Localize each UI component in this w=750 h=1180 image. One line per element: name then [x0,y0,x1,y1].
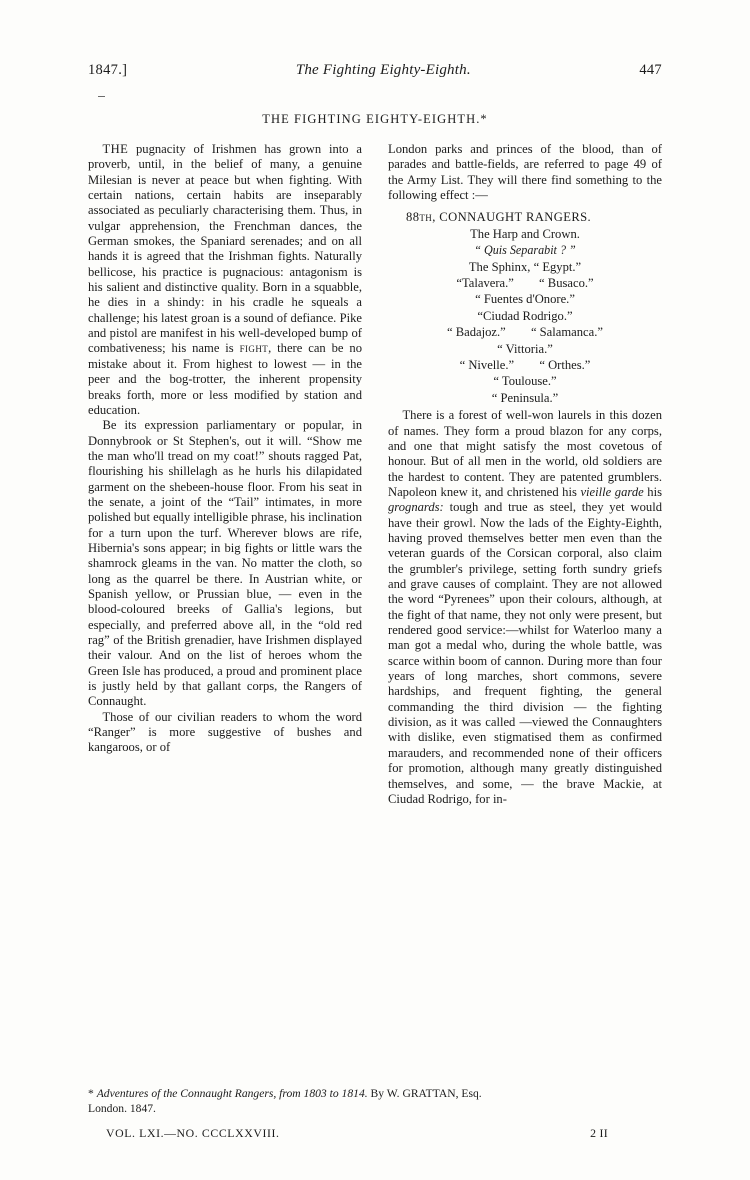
paragraph: There is a forest of well-won laurels in this dozen of names. They form a proud blazon for any corps, and one that might satisfy the most covetous of honour. But of all men in the world, old soldiers are the hardest to content. They are patented grumblers. Napoleon knew it, and christened his vieille garde his grognards: tough and true as steel, they yet would have their growl. Now the lads of the Eighty-Eighth, having proved themselves better men even than the veteran guards of the Corsican corporal, also claim the grumbler's privilege, setting forth sundry griefs and grave causes of complaint. They are not allowed the word “Pyrenees” upon their colours, although, at the fight of that name, they not only were present, but rendered good service:—whilst for Waterloo many a man got a medal who, during the whole battle, was scarce within boom of cannon. During more than four years of long marches, short commons, severe hardships, and frequent fighting, the general commanding the third division — the fighting division, as it was called —viewed the Connaughters with dislike, even stigmatised them as confirmed marauders, and recommended none of their officers for promotion, although many greatly distinguished themselves, and some, — the brave Mackie, at Ciudad Rodrigo, for in- [388,408,662,806]
footnote-title: Adventures of the Connaught Rangers, from 1803 to 1814. [96,1087,368,1100]
honours-battle-line: “ Fuentes d'Onore.” [475,292,575,307]
article-title: THE FIGHTING EIGHTY-EIGHTH.* [262,112,488,126]
battle-honours-block [388,209,662,406]
footnote-imprint: London. 1847. [88,1102,156,1115]
honours-motto: “ Quis Separabit ? ” [474,243,576,258]
colophon [88,1126,662,1141]
volume-number: VOL. LXI.—NO. CCCLXXVIII. [106,1126,280,1140]
honours-crest: The Harp and Crown. [470,226,580,241]
footnote-author: By W. GRATTAN, Esq. [370,1087,482,1100]
honours-battle-line: “ Badajoz.” “ Salamanca.” [447,325,603,340]
body-columns [88,142,662,807]
honours-battle-line: “ Vittoria.” [497,341,553,356]
running-head-page-number: 447 [639,62,662,78]
paragraph: Be its expression parliamentary or popular, in Donnybrook or St Stephen's, out it will. “Show me the man who'll tread on my coat!” shouts ragged Pat, flourishing his shillelagh as he hurls his dilapidated garment on the shebeen-house floor. From his seat in the senate, a joint of the “Tail” intimates, in more polished but equally intelligible phrase, his inclination for a turn upon the turf. Wherever blows are rife, Hibernia's sons appear; in big fights or little wars the shamrock gleams in the van. No matter the cloth, so long as the quarrel be there. In Austrian white, or Spanish yellow, or Prussian blue, — even in the blood-coloured breeks of Gallia's legions, but especially, and preferred above all, in the “old red rag” of the British grenadier, have Irishmen displayed their valour. And on the list of heroes whom the Green Isle has produced, a proud and prominent place is justly held by that gallant corps, the Rangers of Connaught. [88,418,362,709]
column-right [388,142,662,807]
running-head-year: 1847.] [88,62,128,78]
honours-battle-line: The Sphinx, “ Egypt.” [468,259,582,274]
paragraph: Those of our civilian readers to whom the word “Ranger” is more suggestive of bushes and kangaroos, or of [88,709,362,755]
footnote [88,1086,662,1116]
running-head-title: The Fighting Eighty-Eighth. [295,62,471,78]
honours-battle-line: “ Nivelle.” “ Orthes.” [459,358,591,373]
paragraph: THE pugnacity of Irishmen has grown into a proverb, until, in the belief of many, a genuine Milesian is never at peace but when fighting. With certain nations, certain habits are inseparably associated as peculiarly characterising them. Thus, in vulgar apprehension, the Frenchman dances, the German smokes, the Spaniard serenades; and on all hands it is agreed that the Irishman fights. Naturally bellicose, his practice is pugnacious: antagonism is his salient and distinctive quality. Born in a squabble, he dies in a shindy: in his cradle he squeals a challenge; his latest groan is a sound of defiance. Pike and pistol are manifest in his well-developed bump of combativeness; his name is fight, there can be no mistake about it. From highest to lowest — in the peer and the bog-trotter, the inherent propensity breaks forth, more or less modified by station and education. [88,142,363,417]
running-head [88,62,662,84]
honours-battle-line: “Ciudad Rodrigo.” [477,308,573,323]
footnote-marker: * [88,1087,94,1100]
honours-battle-line: “ Peninsula.” [491,390,559,405]
honours-battle-line: “Talavera.” “ Busaco.” [456,276,594,290]
signature-mark: 2 II [590,1126,608,1140]
honours-battle-line: “ Toulouse.” [493,374,557,389]
margin-tick-mark [98,96,105,97]
column-left [88,142,362,807]
honours-unit-name: 88th, CONNAUGHT RANGERS. [406,210,592,225]
paragraph: London parks and princes of the blood, than of parades and battle-fields, are referred to page 49 of the Army List. They will there find something to the following effect :— [388,142,662,203]
